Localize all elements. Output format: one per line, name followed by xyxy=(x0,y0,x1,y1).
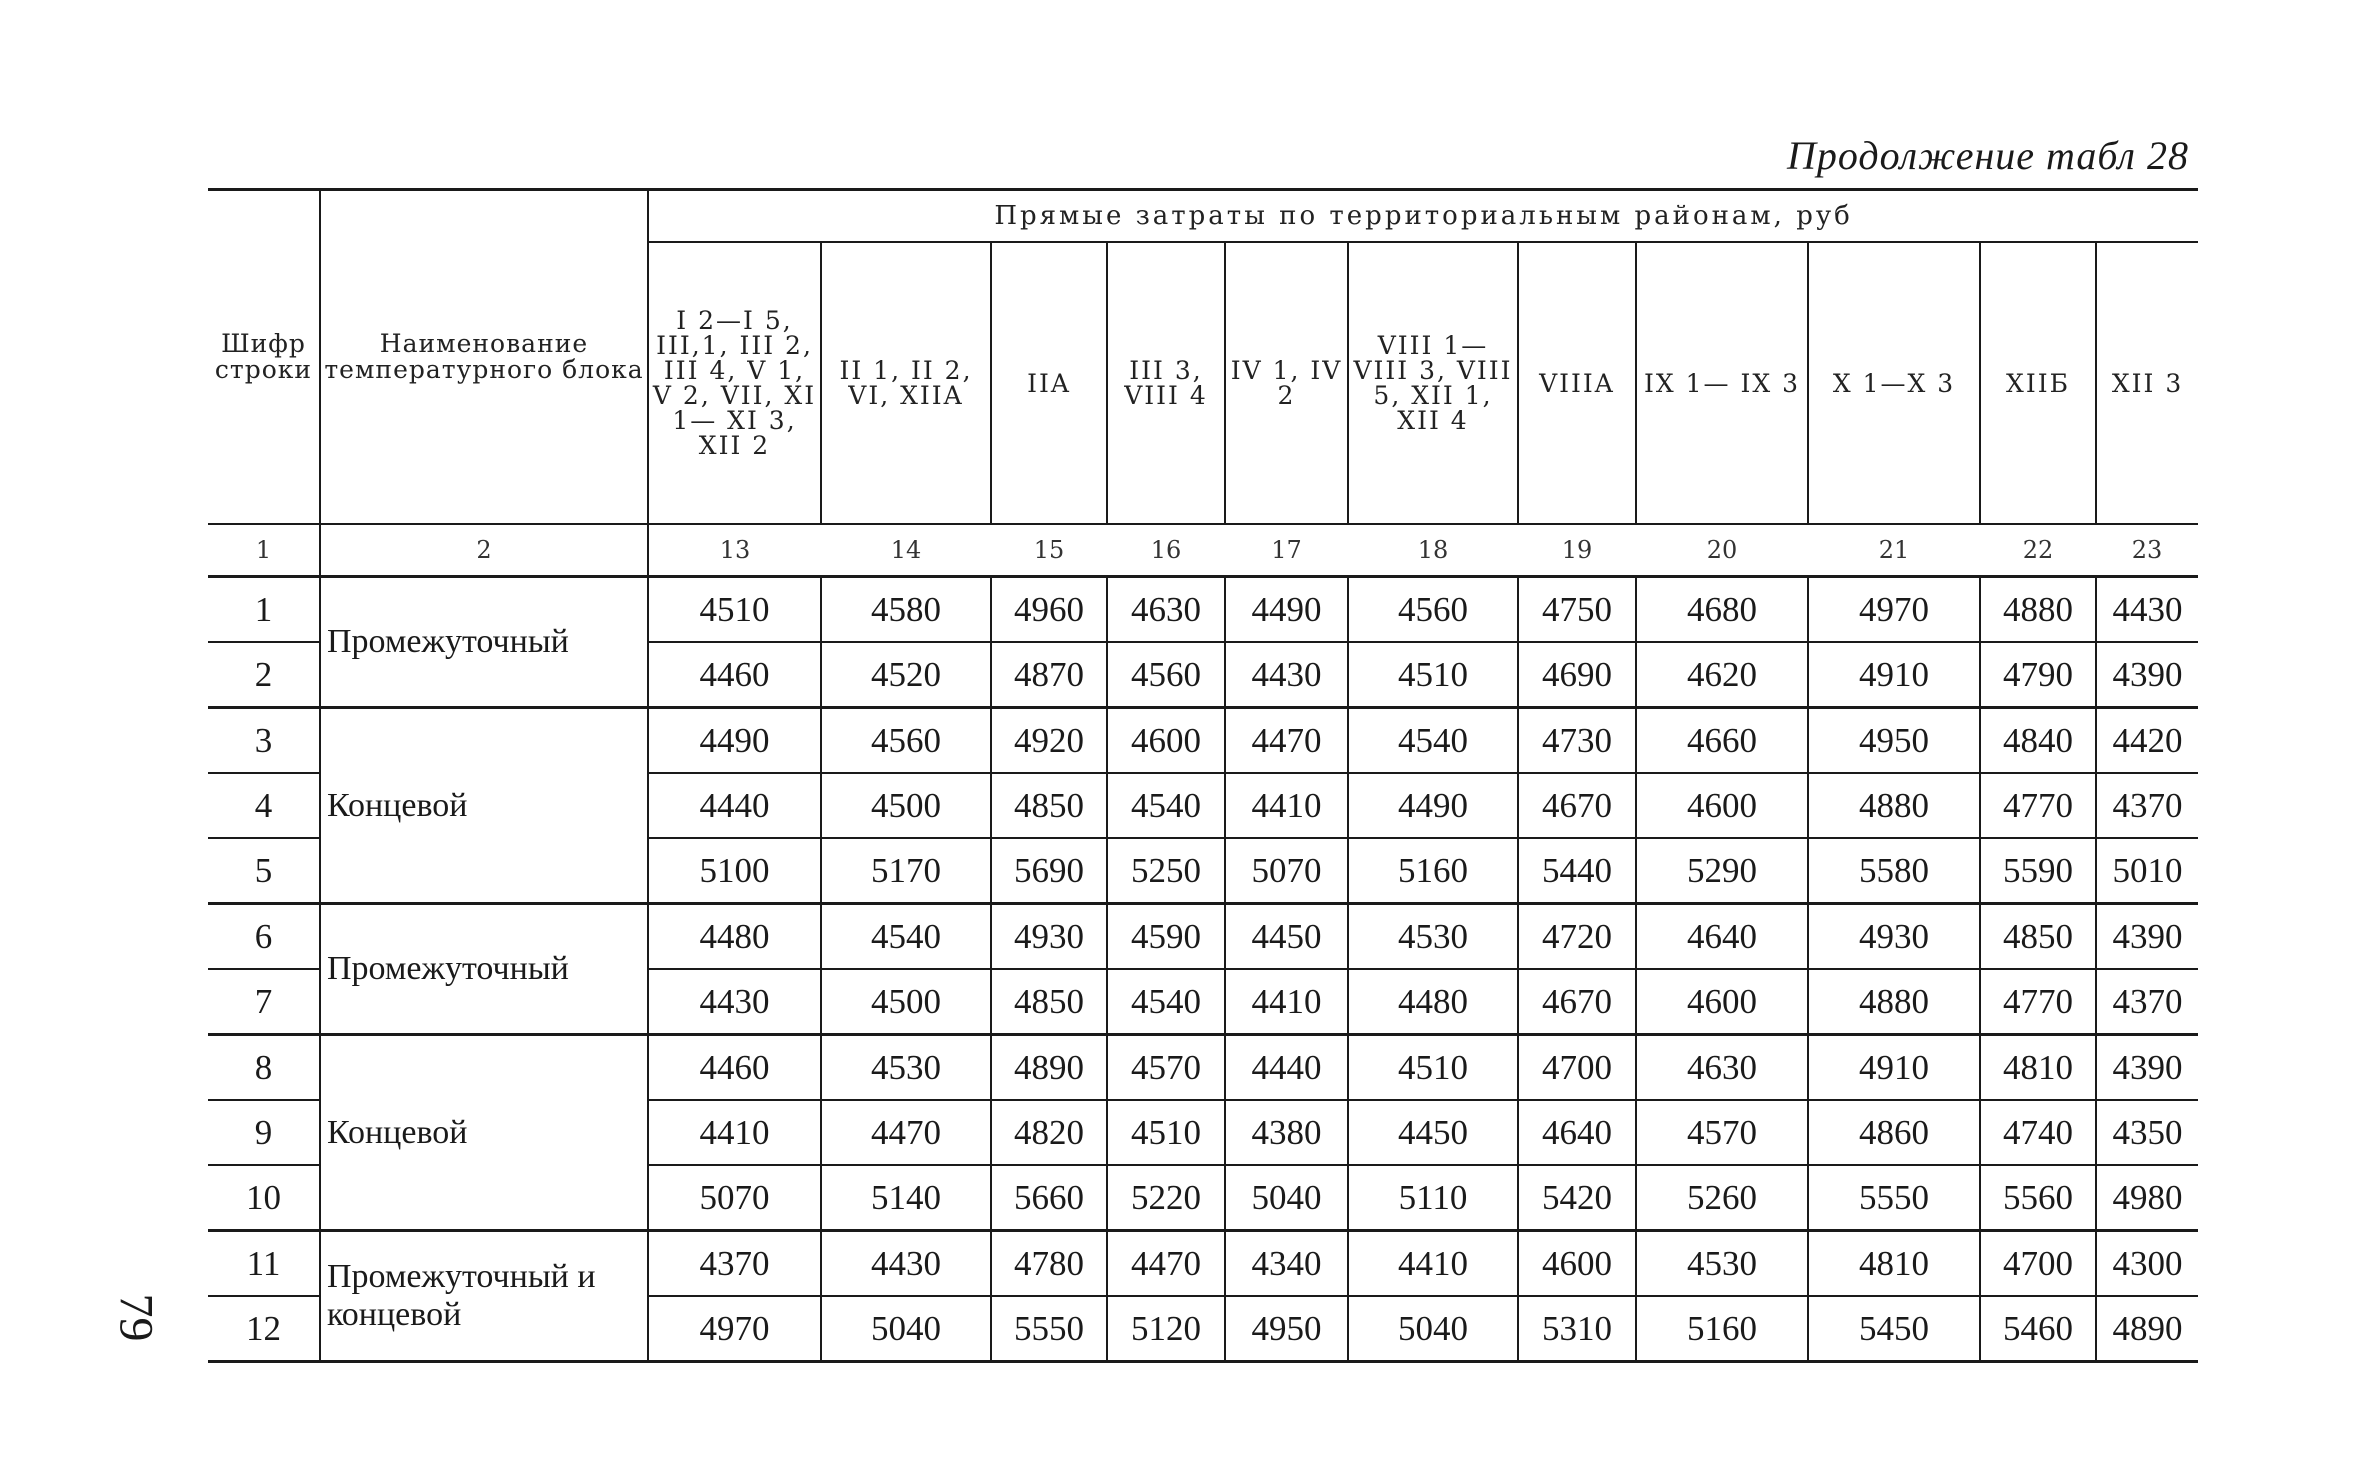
cost-value: 4560 xyxy=(1348,577,1518,643)
cost-value: 5100 xyxy=(648,838,821,904)
cost-value: 5220 xyxy=(1107,1165,1225,1231)
cost-value: 4370 xyxy=(2096,969,2198,1035)
cost-value: 4430 xyxy=(648,969,821,1035)
cost-value: 4410 xyxy=(1225,773,1348,838)
cost-value: 4950 xyxy=(1225,1296,1348,1362)
cost-value: 4490 xyxy=(1348,773,1518,838)
cost-value: 5110 xyxy=(1348,1165,1518,1231)
cost-value: 5310 xyxy=(1518,1296,1636,1362)
cost-value: 4970 xyxy=(1808,577,1980,643)
cost-value: 4490 xyxy=(648,708,821,774)
cost-value: 4850 xyxy=(991,773,1107,838)
cost-value: 4870 xyxy=(991,642,1107,708)
column-number: 1 xyxy=(208,524,320,577)
cost-value: 4470 xyxy=(821,1100,991,1165)
cost-value: 4660 xyxy=(1636,708,1808,774)
cost-value: 5140 xyxy=(821,1165,991,1231)
cost-value: 4670 xyxy=(1518,773,1636,838)
cost-value: 4410 xyxy=(1348,1231,1518,1297)
cost-value: 4350 xyxy=(2096,1100,2198,1165)
cost-value: 4530 xyxy=(1348,904,1518,970)
cost-value: 4730 xyxy=(1518,708,1636,774)
column-number: 17 xyxy=(1225,524,1348,577)
cost-value: 5170 xyxy=(821,838,991,904)
block-name: Промежуточный xyxy=(320,577,648,708)
cost-value: 4420 xyxy=(2096,708,2198,774)
cost-value: 4510 xyxy=(1348,642,1518,708)
table-row xyxy=(208,577,2198,643)
cost-value: 4790 xyxy=(1980,642,2096,708)
cost-value: 4690 xyxy=(1518,642,1636,708)
cost-value: 4460 xyxy=(648,1035,821,1101)
cost-value: 4620 xyxy=(1636,642,1808,708)
cost-value: 4470 xyxy=(1225,708,1348,774)
cost-value: 4380 xyxy=(1225,1100,1348,1165)
cost-value: 5040 xyxy=(1348,1296,1518,1362)
cost-value: 4530 xyxy=(1636,1231,1808,1297)
row-code: 12 xyxy=(208,1296,320,1362)
region-column-header: X 1—X 3 xyxy=(1808,242,1980,524)
table-row xyxy=(208,1231,2198,1297)
cost-value: 4500 xyxy=(821,969,991,1035)
row-code: 6 xyxy=(208,904,320,970)
region-column-header: III 3, VIII 4 xyxy=(1107,242,1225,524)
cost-value: 4540 xyxy=(821,904,991,970)
cost-value: 4970 xyxy=(648,1296,821,1362)
row-code: 3 xyxy=(208,708,320,774)
cost-value: 5440 xyxy=(1518,838,1636,904)
cost-value: 4590 xyxy=(1107,904,1225,970)
cost-value: 4510 xyxy=(648,577,821,643)
cost-value: 4770 xyxy=(1980,969,2096,1035)
cost-value: 4500 xyxy=(821,773,991,838)
name-column-header: Наименование температурного блока xyxy=(320,190,648,525)
cost-value: 4390 xyxy=(2096,1035,2198,1101)
cost-value: 4680 xyxy=(1636,577,1808,643)
region-column-header: VIIIA xyxy=(1518,242,1636,524)
row-code: 9 xyxy=(208,1100,320,1165)
cost-value: 5580 xyxy=(1808,838,1980,904)
cost-value: 4880 xyxy=(1808,773,1980,838)
column-number: 13 xyxy=(648,524,821,577)
cost-value: 4440 xyxy=(648,773,821,838)
cost-value: 4600 xyxy=(1518,1231,1636,1297)
cost-value: 4930 xyxy=(991,904,1107,970)
region-column-header: IIA xyxy=(991,242,1107,524)
cost-value: 4370 xyxy=(2096,773,2198,838)
column-number: 2 xyxy=(320,524,648,577)
column-number: 19 xyxy=(1518,524,1636,577)
cost-value: 4390 xyxy=(2096,904,2198,970)
region-column-header: IX 1— IX 3 xyxy=(1636,242,1808,524)
cost-value: 4930 xyxy=(1808,904,1980,970)
cost-value: 4810 xyxy=(1980,1035,2096,1101)
cost-value: 5550 xyxy=(1808,1165,1980,1231)
cost-value: 5590 xyxy=(1980,838,2096,904)
cost-value: 4390 xyxy=(2096,642,2198,708)
cost-value: 4640 xyxy=(1518,1100,1636,1165)
column-number: 16 xyxy=(1107,524,1225,577)
cost-value: 5040 xyxy=(1225,1165,1348,1231)
region-column-header: II 1, II 2, VI, XIIA xyxy=(821,242,991,524)
cost-value: 5040 xyxy=(821,1296,991,1362)
cost-value: 4700 xyxy=(1980,1231,2096,1297)
cost-value: 4430 xyxy=(1225,642,1348,708)
cost-value: 4570 xyxy=(1107,1035,1225,1101)
cost-value: 4540 xyxy=(1107,773,1225,838)
cost-value: 5260 xyxy=(1636,1165,1808,1231)
cost-value: 5250 xyxy=(1107,838,1225,904)
cost-value: 4850 xyxy=(991,969,1107,1035)
cost-value: 4840 xyxy=(1980,708,2096,774)
region-column-header: IV 1, IV 2 xyxy=(1225,242,1348,524)
cost-value: 4960 xyxy=(991,577,1107,643)
cost-value: 4850 xyxy=(1980,904,2096,970)
cost-value: 4880 xyxy=(1808,969,1980,1035)
cost-value: 5690 xyxy=(991,838,1107,904)
cost-value: 4510 xyxy=(1348,1035,1518,1101)
cost-value: 4630 xyxy=(1636,1035,1808,1101)
region-column-header: I 2—I 5, III,1, III 2, III 4, V 1, V 2, VII, XI 1— XI 3, XII 2 xyxy=(648,242,821,524)
cost-value: 4470 xyxy=(1107,1231,1225,1297)
cost-value: 4450 xyxy=(1348,1100,1518,1165)
row-code: 10 xyxy=(208,1165,320,1231)
cost-value: 5160 xyxy=(1636,1296,1808,1362)
cost-value: 4750 xyxy=(1518,577,1636,643)
cost-value: 4910 xyxy=(1808,1035,1980,1101)
cost-value: 4890 xyxy=(991,1035,1107,1101)
cost-value: 4670 xyxy=(1518,969,1636,1035)
region-column-header: VIII 1— VIII 3, VIII 5, XII 1, XII 4 xyxy=(1348,242,1518,524)
direct-costs-header: Прямые затраты по территориальным районам, руб xyxy=(648,190,2198,243)
cost-value: 4520 xyxy=(821,642,991,708)
row-code: 1 xyxy=(254,589,273,629)
cost-value: 4570 xyxy=(1636,1100,1808,1165)
row-code: 11 xyxy=(208,1231,320,1297)
cost-value: 5420 xyxy=(1518,1165,1636,1231)
cost-value: 4600 xyxy=(1636,773,1808,838)
cost-value: 5070 xyxy=(1225,838,1348,904)
cost-value: 4540 xyxy=(1348,708,1518,774)
cost-value: 4300 xyxy=(2096,1231,2198,1297)
table-row xyxy=(208,708,2198,774)
cost-value: 4720 xyxy=(1518,904,1636,970)
block-name: Концевой xyxy=(320,708,648,904)
cost-value: 4440 xyxy=(1225,1035,1348,1101)
cost-value: 4820 xyxy=(991,1100,1107,1165)
column-number: 21 xyxy=(1808,524,1980,577)
cost-value: 4370 xyxy=(648,1231,821,1297)
cost-value: 4430 xyxy=(2096,577,2198,643)
cost-value: 4890 xyxy=(2096,1296,2198,1362)
row-code: 8 xyxy=(208,1035,320,1101)
cost-value: 5460 xyxy=(1980,1296,2096,1362)
cost-value: 4630 xyxy=(1107,577,1225,643)
row-code: 5 xyxy=(208,838,320,904)
region-column-header: XIIБ xyxy=(1980,242,2096,524)
cost-value: 4640 xyxy=(1636,904,1808,970)
cost-table xyxy=(208,188,2198,1363)
block-name: Промежуточный и концевой xyxy=(320,1231,648,1362)
cost-value: 4580 xyxy=(821,577,991,643)
cost-value: 4510 xyxy=(1107,1100,1225,1165)
cost-value: 4600 xyxy=(1107,708,1225,774)
cost-value: 5660 xyxy=(991,1165,1107,1231)
cost-value: 4460 xyxy=(648,642,821,708)
cost-value: 4700 xyxy=(1518,1035,1636,1101)
table-continuation-label: Продолжение табл 28 xyxy=(1786,133,2189,178)
cost-value: 4600 xyxy=(1636,969,1808,1035)
cost-value: 4910 xyxy=(1808,642,1980,708)
cost-value: 4920 xyxy=(991,708,1107,774)
column-number: 23 xyxy=(2096,524,2198,577)
cost-value: 4780 xyxy=(991,1231,1107,1297)
cost-value: 5160 xyxy=(1348,838,1518,904)
cost-value: 4740 xyxy=(1980,1100,2096,1165)
row-code: 7 xyxy=(208,969,320,1035)
cost-value: 5560 xyxy=(1980,1165,2096,1231)
column-number: 22 xyxy=(1980,524,2096,577)
cost-value: 4430 xyxy=(821,1231,991,1297)
cost-value: 4410 xyxy=(648,1100,821,1165)
cost-value: 4810 xyxy=(1808,1231,1980,1297)
table-row xyxy=(208,1035,2198,1101)
page-number: 79 xyxy=(109,1293,163,1342)
region-column-header: XII 3 xyxy=(2096,242,2198,524)
cost-value: 4980 xyxy=(2096,1165,2198,1231)
cost-value: 4950 xyxy=(1808,708,1980,774)
cost-value: 5290 xyxy=(1636,838,1808,904)
cost-value: 4880 xyxy=(1980,577,2096,643)
table-row xyxy=(208,904,2198,970)
code-column-header: Шифр строки xyxy=(214,329,313,384)
cost-value: 4490 xyxy=(1225,577,1348,643)
column-number: 15 xyxy=(991,524,1107,577)
cost-value: 4410 xyxy=(1225,969,1348,1035)
cost-value: 4450 xyxy=(1225,904,1348,970)
cost-value: 5010 xyxy=(2096,838,2198,904)
cost-value: 4530 xyxy=(821,1035,991,1101)
column-number: 18 xyxy=(1348,524,1518,577)
cost-value: 4540 xyxy=(1107,969,1225,1035)
column-number: 14 xyxy=(821,524,991,577)
block-name: Промежуточный xyxy=(320,904,648,1035)
row-code: 2 xyxy=(208,642,320,708)
cost-value: 5450 xyxy=(1808,1296,1980,1362)
cost-value: 5550 xyxy=(991,1296,1107,1362)
cost-value: 4480 xyxy=(648,904,821,970)
row-code: 4 xyxy=(208,773,320,838)
cost-value: 4560 xyxy=(1107,642,1225,708)
cost-value: 4860 xyxy=(1808,1100,1980,1165)
cost-value: 4560 xyxy=(821,708,991,774)
cost-value: 4340 xyxy=(1225,1231,1348,1297)
cost-value: 5070 xyxy=(648,1165,821,1231)
cost-value: 4480 xyxy=(1348,969,1518,1035)
cost-value: 5120 xyxy=(1107,1296,1225,1362)
block-name: Концевой xyxy=(320,1035,648,1231)
column-number: 20 xyxy=(1636,524,1808,577)
cost-value: 4770 xyxy=(1980,773,2096,838)
